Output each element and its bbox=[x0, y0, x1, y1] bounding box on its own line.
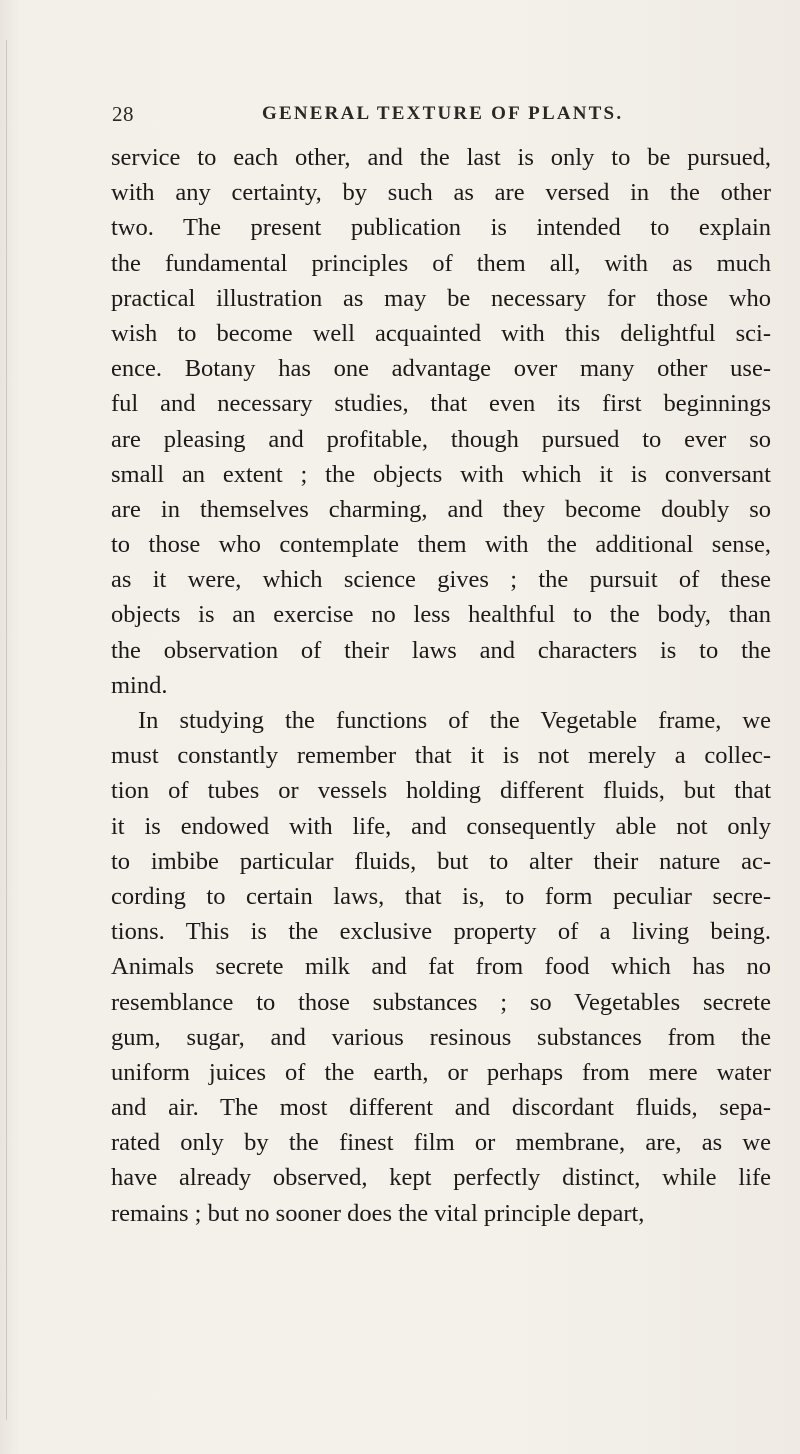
text-line: wish to become well acquainted with this delightful sci- bbox=[111, 319, 771, 347]
text-line: In studying the functions of the Vegetable frame, we bbox=[138, 707, 771, 734]
text-line: gum, sugar, and various resinous substances from the bbox=[111, 1023, 771, 1051]
text-line: tion of tubes or vessels holding different fluids, but that bbox=[111, 777, 771, 805]
text-line: two. The present publication is intended to explain bbox=[111, 214, 771, 242]
text-line: Animals secrete milk and fat from food which has no bbox=[111, 953, 771, 981]
body-text bbox=[111, 140, 771, 1231]
text-line: practical illustration as may be necessary for those who bbox=[111, 284, 771, 312]
text-line: as it were, which science gives ; the pursuit of these bbox=[111, 566, 771, 594]
text-line: ful and necessary studies, that even its first beginnings bbox=[111, 390, 771, 418]
page-number: 28 bbox=[112, 102, 134, 126]
text-line: resemblance to those substances ; so Vegetables secrete bbox=[111, 988, 771, 1016]
text-line: uniform juices of the earth, or perhaps from mere water bbox=[111, 1058, 771, 1086]
text-line: objects is an exercise no less healthful to the body, than bbox=[111, 601, 771, 629]
text-line: mind. bbox=[111, 671, 168, 699]
text-line: tions. This is the exclusive property of a living being. bbox=[111, 918, 771, 946]
text-line: with any certainty, by such as are versed in the other bbox=[111, 179, 771, 207]
text-line: are pleasing and profitable, though pursued to ever so bbox=[111, 425, 771, 453]
text-line: the observation of their laws and characters is to the bbox=[111, 636, 771, 664]
text-line: are in themselves charming, and they become doubly so bbox=[111, 495, 771, 523]
text-line: cording to certain laws, that is, to form peculiar secre- bbox=[111, 882, 771, 910]
text-line: to those who contemplate them with the additional sense, bbox=[111, 531, 771, 559]
text-line: remains ; but no sooner does the vital principle depart, bbox=[111, 1199, 645, 1227]
page-header bbox=[112, 102, 772, 134]
running-title: GENERAL TEXTURE OF PLANTS. bbox=[262, 103, 624, 124]
text-line: and air. The most different and discordant fluids, sepa- bbox=[111, 1094, 771, 1122]
text-line: to imbibe particular fluids, but to alter their nature ac- bbox=[111, 847, 771, 875]
paragraph bbox=[111, 703, 771, 1231]
text-line: it is endowed with life, and consequently able not only bbox=[111, 812, 771, 840]
text-line: ence. Botany has one advantage over many other use- bbox=[111, 355, 771, 383]
text-line: rated only by the finest film or membrane, are, as we bbox=[111, 1129, 771, 1157]
paragraph bbox=[111, 140, 771, 703]
text-line: have already observed, kept perfectly distinct, while life bbox=[111, 1164, 771, 1192]
text-line: must constantly remember that it is not merely a collec- bbox=[111, 742, 771, 770]
text-line: small an extent ; the objects with which it is conversant bbox=[111, 460, 771, 488]
text-line: the fundamental principles of them all, with as much bbox=[111, 249, 771, 277]
text-line: service to each other, and the last is only to be pursued, bbox=[111, 144, 771, 171]
gutter-shadow bbox=[6, 40, 7, 1420]
